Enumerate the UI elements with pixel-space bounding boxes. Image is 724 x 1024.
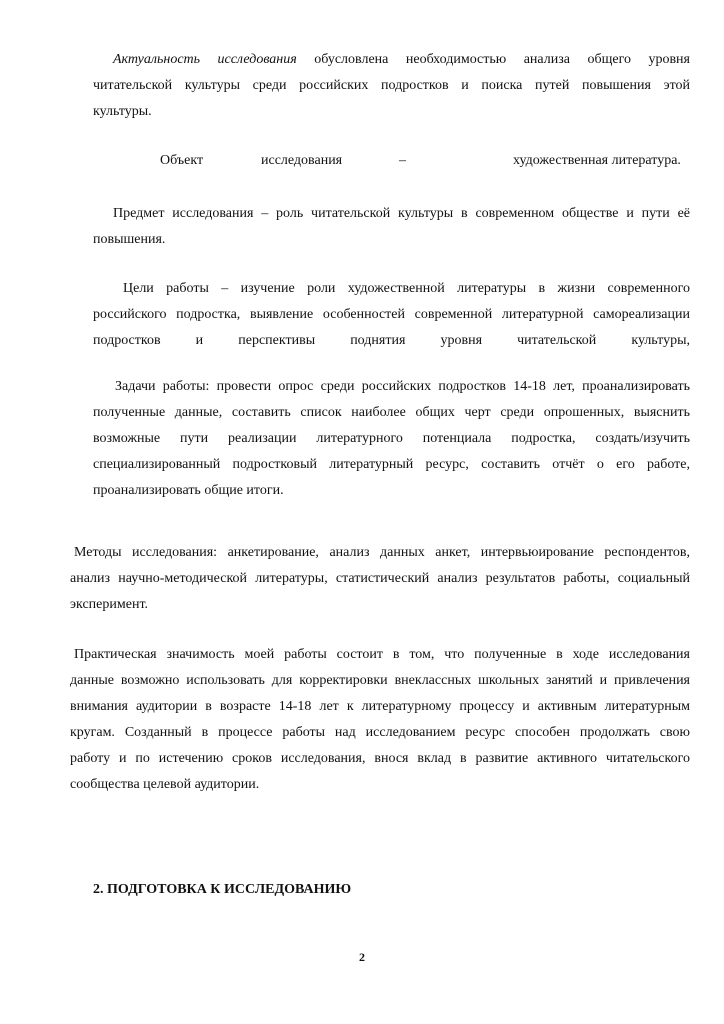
page-number: 2 xyxy=(359,950,365,964)
practical-line-3: внимания аудитории в возрасте 14-18 лет к литературному процессу и активным литературным xyxy=(70,699,690,714)
tasks-line-5: проанализировать общие итоги. xyxy=(93,483,284,498)
relevance-line-3: культуры. xyxy=(93,104,152,119)
tasks-line-1: Задачи работы: провести опрос среди российских подростков 14-18 лет, проанализировать xyxy=(115,379,690,394)
goals-line-1: Цели работы – изучение роли художественной литературы в жизни современного xyxy=(123,281,690,296)
object-dash: – xyxy=(399,153,406,168)
tasks-line-4: специализированный подростковый литературный ресурс, составить отчёт о его работе, xyxy=(93,457,690,472)
practical-paragraph xyxy=(70,642,690,798)
methods-line-3: эксперимент. xyxy=(70,597,149,612)
tasks-line-3: возможные пути реализации литературного потенциала подростка, создать/изучить xyxy=(93,431,690,446)
relevance-line-1-text: обусловлена необходимостью анализа общего уровня xyxy=(314,52,690,67)
tasks-paragraph xyxy=(93,374,690,504)
methods-paragraph xyxy=(70,540,690,618)
methods-line-2: анализ научно-методической литературы, статистический анализ результатов работы, социальный xyxy=(70,571,690,586)
practical-line-5: работу и по истечению сроков исследования, внося вклад в развитие активного читательского xyxy=(70,751,690,766)
relevance-line-1 xyxy=(93,47,690,73)
object-label: Объект xyxy=(160,153,204,168)
goals-paragraph xyxy=(93,276,690,354)
relevance-paragraph xyxy=(93,47,690,125)
object-label-word2: исследования xyxy=(261,153,343,168)
relevance-label: Актуальность исследования xyxy=(113,52,297,67)
practical-line-1: Практическая значимость моей работы состоит в том, что полученные в ходе исследования xyxy=(74,647,690,662)
practical-line-2: данные возможно использовать для корректировки внеклассных школьных занятий и привлечения xyxy=(70,673,690,688)
subject-line-2: повышения. xyxy=(93,232,166,247)
practical-line-4: кругам. Созданный в процессе работы над исследованием ресурс способен продолжать свою xyxy=(70,725,690,740)
methods-line-1: Методы исследования: анкетирование, анализ данных анкет, интервьюирование респондентов, xyxy=(74,545,690,560)
object-row xyxy=(160,151,690,171)
practical-line-6: сообщества целевой аудитории. xyxy=(70,777,260,792)
subject-paragraph xyxy=(93,201,690,253)
goals-line-3: подростков и перспективы поднятия уровня читательской культуры, xyxy=(93,333,690,348)
object-value: художественная литература. xyxy=(513,153,681,168)
section-heading: 2. ПОДГОТОВКА К ИССЛЕДОВАНИЮ xyxy=(93,882,352,897)
goals-line-2: российского подростка, выявление особенностей современной литературной самореализации xyxy=(93,307,690,322)
relevance-line-2: читательской культуры среди российских подростков и поиска путей повышения этой xyxy=(93,78,690,93)
subject-line-1: Предмет исследования – роль читательской культуры в современном обществе и пути её xyxy=(113,206,690,221)
tasks-line-2: полученные данные, составить список наиболее общих черт среди опрошенных, выяснить xyxy=(93,405,690,420)
